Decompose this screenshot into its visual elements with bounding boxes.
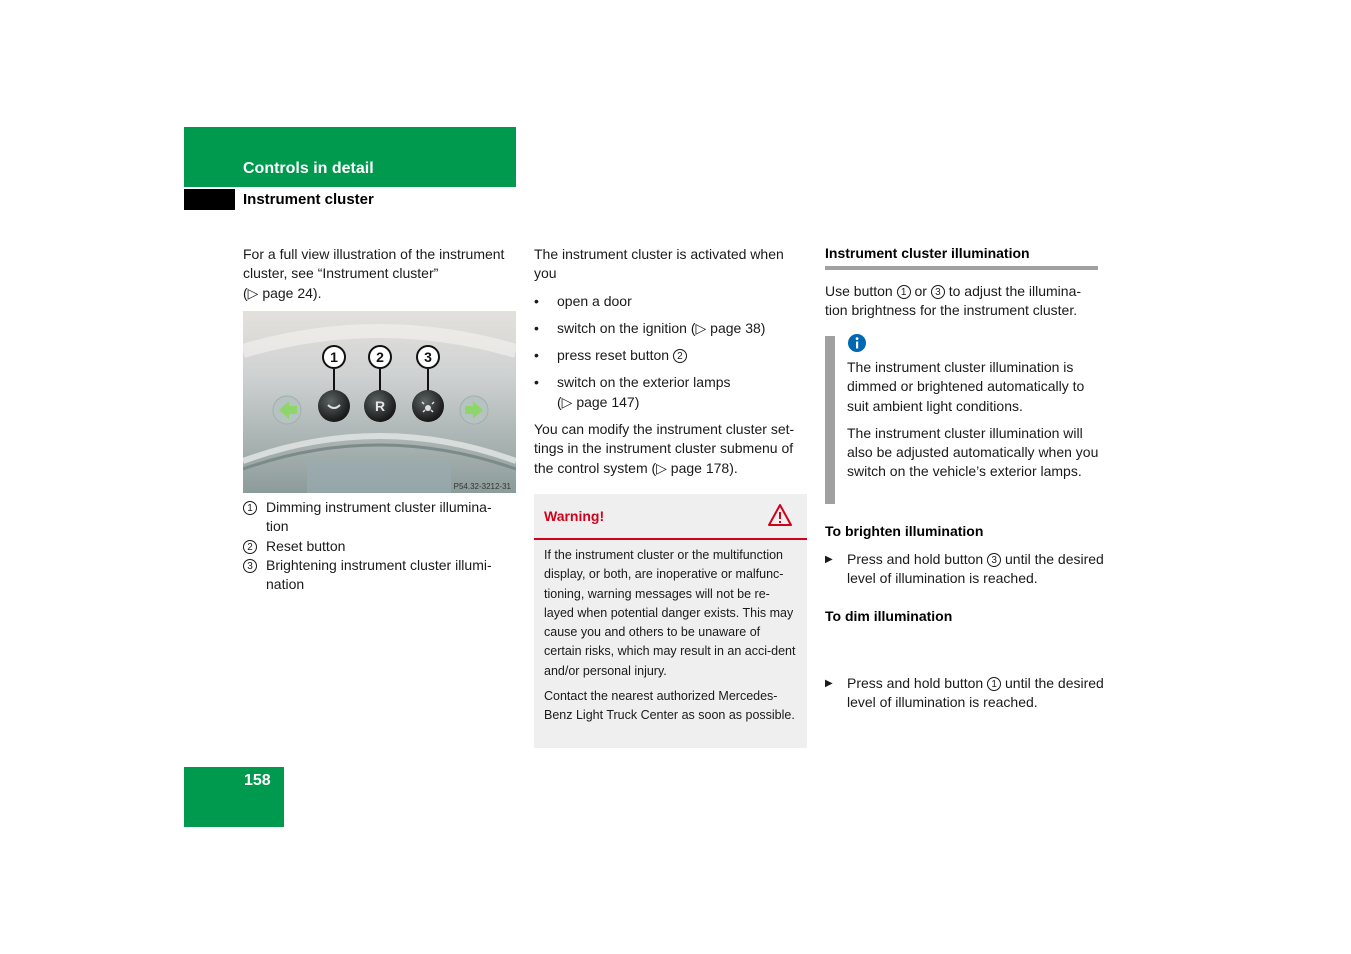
illumination-heading: Instrument cluster illumination xyxy=(825,245,1030,261)
section-title: Controls in detail xyxy=(243,160,374,177)
modify-text: You can modify the instrument cluster set-tings in the instrument cluster submenu of the control system (▷ page 178). xyxy=(534,421,795,476)
note-content xyxy=(847,358,1102,482)
activation-intro: The instrument cluster is activated when you xyxy=(534,246,784,282)
list-item: • press reset button 2 xyxy=(534,346,809,365)
dim-step: ▶ Press and hold button 1 until the desired level of illumination is reached. xyxy=(825,674,1104,710)
warning-triangle-icon xyxy=(767,503,793,527)
legend-item: 1 Dimming instrument cluster illumina- tion xyxy=(243,498,516,537)
warning-title: Warning! xyxy=(544,508,605,524)
callout-number: 1 xyxy=(897,285,911,299)
instrument-cluster-photo xyxy=(243,311,516,493)
page-number: 158 xyxy=(244,772,271,789)
step-arrow-icon: ▶ xyxy=(825,554,833,565)
svg-text:3: 3 xyxy=(424,349,432,365)
list-item: • open a door xyxy=(534,292,632,309)
list-item: • switch on the ignition (▷ page 38) xyxy=(534,319,766,336)
warning-text: Contact the nearest authorized Mercedes-Benz Light Truck Center as soon as possible. xyxy=(544,689,795,723)
note-bar xyxy=(825,336,835,504)
callout-number: 2 xyxy=(673,349,687,363)
warning-box xyxy=(534,494,807,748)
svg-text:1: 1 xyxy=(330,349,338,365)
note-text: The instrument cluster illumination is dimmed or brightened automatically to suit ambient light conditions. xyxy=(847,359,1085,414)
svg-text:R: R xyxy=(374,398,386,414)
heading-rule xyxy=(825,266,1098,270)
image-code: P54.32-3212-31 xyxy=(453,482,511,491)
use-buttons-text: Use button 1 or 3 to adjust the illumina-tion brightness for the instrument cluster. xyxy=(825,283,1082,319)
callout-number: 3 xyxy=(931,285,945,299)
list-item: • switch on the exterior lamps (▷ page 147) xyxy=(534,374,731,410)
legend-item: 2 Reset button xyxy=(243,537,516,556)
callout-number: 3 xyxy=(987,553,1001,567)
callout-number: 2 xyxy=(243,540,257,554)
column-2 xyxy=(534,245,809,478)
callout-number: 3 xyxy=(243,559,257,573)
step-arrow-icon: ▶ xyxy=(825,677,833,689)
legend-item: 3 Brightening instrument cluster illumi- nation xyxy=(243,556,516,595)
column-1 xyxy=(243,245,516,303)
info-icon xyxy=(848,334,866,352)
callout-number: 1 xyxy=(243,501,257,515)
warning-header xyxy=(534,494,807,540)
brighten-heading: To brighten illumination xyxy=(825,523,984,539)
dim-heading: To dim illumination xyxy=(825,608,953,624)
svg-text:2: 2 xyxy=(376,349,384,365)
brighten-step: ▶ Press and hold button 3 until the desired level of illumination is reached. xyxy=(825,551,1104,587)
warning-text: If the instrument cluster or the multifunction display, or both, are inoperative or malfunc-tioning, warning messages will not be re-layed when potential danger exists. This may cause you and others to be unaware of certain risks, which may result in an acci-dent and/or personal injury. xyxy=(544,548,796,678)
subsection-marker xyxy=(184,189,235,210)
callout-number: 1 xyxy=(987,677,1001,691)
header-band xyxy=(184,127,516,187)
intro-text: For a full view illustration of the instrument cluster, see “Instrument cluster” (▷ page 24). xyxy=(243,246,505,301)
warning-body xyxy=(534,540,807,726)
legend-list xyxy=(243,498,516,594)
subsection-title: Instrument cluster xyxy=(243,191,374,208)
activation-list xyxy=(534,292,809,412)
note-text: The instrument cluster illumination will also be adjusted automatically when you switch on the vehicle’s exterior lamps. xyxy=(847,424,1099,480)
